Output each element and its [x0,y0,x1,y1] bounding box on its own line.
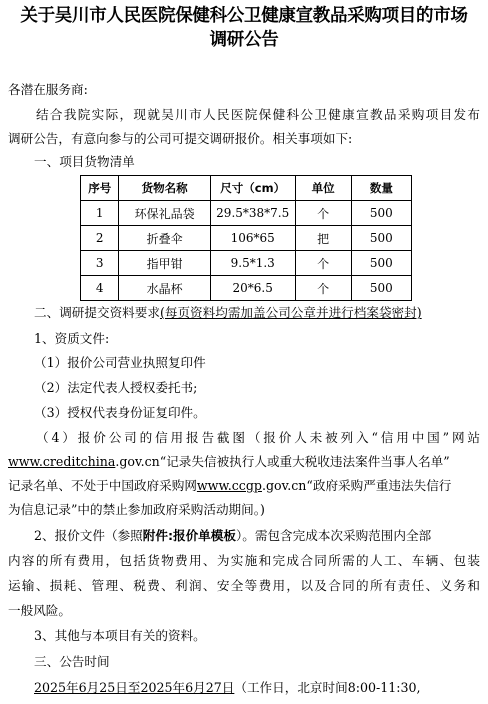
section-2-heading: 二、调研提交资料要求 [34,305,160,320]
item-1-sub-4-line-2-text: .gov.cn“记录失信被执行人或重大税收违法案件当事人名单” [115,454,450,469]
intro-line-1: 结合我院实际，现就吴川市人民医院保健科公卫健康宣教品采购项目发布 [36,107,480,122]
item-1-sub-4-line-4: 为信息记录”中的禁止参加政府采购活动期间。) [8,502,265,517]
section-2-heading-line [34,305,422,321]
table-header-row [81,176,412,201]
item-1-sub-4-line-3 [8,478,451,494]
item-1-sub-4-line-2 [8,454,450,470]
title-line-1: 关于吴川市人民医院保健科公卫健康宣教品采购项目的市场 [20,6,468,26]
table-cell: 把 [295,226,351,251]
table-cell: 29.5*38*7.5 [210,201,295,226]
table-header-cell: 数量 [351,176,411,201]
announcement-time-detail: （工作日，北京时间8:00-11:30, [234,680,421,695]
credit-china-link[interactable]: www.creditchina [8,454,116,469]
table-cell: 折叠伞 [119,226,210,251]
table-cell: 500 [351,201,411,226]
section-2-note: (每页资料均需加盖公司公章并进行档案袋密封) [159,305,422,320]
table-header-cell: 单位 [295,176,351,201]
section-1-heading: 一、项目货物清单 [34,154,135,169]
item-2-line-4: 一般风险。 [8,603,71,618]
item-2-line-1 [34,528,431,544]
table-cell: 环保礼品袋 [119,201,210,226]
item-1-sub-4-line-3-text-b: .gov.cn“政府采购严重违法失信行 [261,478,452,493]
table-row [81,276,412,301]
table-cell: 500 [351,251,411,276]
item-2-line-3: 运输、损耗、管理、税费、利润、安全等费用，以及合同的所有责任、义务和 [8,578,480,593]
goods-table [80,175,412,301]
title-line-2: 调研公告 [209,30,279,50]
table-cell: 9.5*1.3 [210,251,295,276]
intro-line-2: 调研公告，有意向参与的公司可提交调研报价。相关事项如下: [8,131,353,146]
table-header-cell: 尺寸（cm） [210,176,295,201]
table-header-cell: 货物名称 [119,176,210,201]
item-2-line-1-text-a: 2、报价文件（参照 [34,528,143,543]
table-cell: 4 [81,276,119,301]
table-cell: 1 [81,201,119,226]
table-cell: 指甲钳 [119,251,210,276]
item-1-sub-4-line-1: （4）报价公司的信用报告截图（报价人未被列入“信用中国”网站 [36,430,480,445]
table-cell: 2 [81,226,119,251]
announcement-time-line [34,680,421,696]
table-row [81,226,412,251]
item-1-sub-2: （2）法定代表人授权委托书; [34,380,198,395]
table-row [81,201,412,226]
section-3-heading: 三、公告时间 [34,654,110,669]
table-cell: 3 [81,251,119,276]
table-cell: 个 [295,201,351,226]
item-1-sub-1: （1）报价公司营业执照复印件 [34,355,206,370]
item-1-sub-3: （3）授权代表身份证复印件。 [34,405,206,420]
ccgp-link[interactable]: www.ccgp [196,478,262,493]
item-1-heading: 1、资质文件: [34,331,110,346]
table-cell: 20*6.5 [210,276,295,301]
item-2-line-1-text-b: ）。需包含完成本次采购范围内全部 [235,528,432,543]
announcement-date-range: 2025年6月25日至2025年6月27日 [34,680,235,695]
table-cell: 水晶杯 [119,276,210,301]
item-2-line-2: 内容的所有费用，包括货物费用、为实施和完成合同所需的人工、车辆、包装 [8,553,480,568]
table-row [81,251,412,276]
table-cell: 500 [351,276,411,301]
salutation: 各潜在服务商: [8,82,88,97]
item-3: 3、其他与本项目有关的资料。 [34,628,206,643]
attachment-reference: 附件:报价单模板 [142,528,236,543]
table-cell: 500 [351,226,411,251]
table-cell: 个 [295,276,351,301]
table-cell: 个 [295,251,351,276]
table-header-cell: 序号 [81,176,119,201]
table-cell: 106*65 [210,226,295,251]
item-1-sub-4-line-3-text-a: 记录名单、不处于中国政府采购网 [8,478,197,493]
